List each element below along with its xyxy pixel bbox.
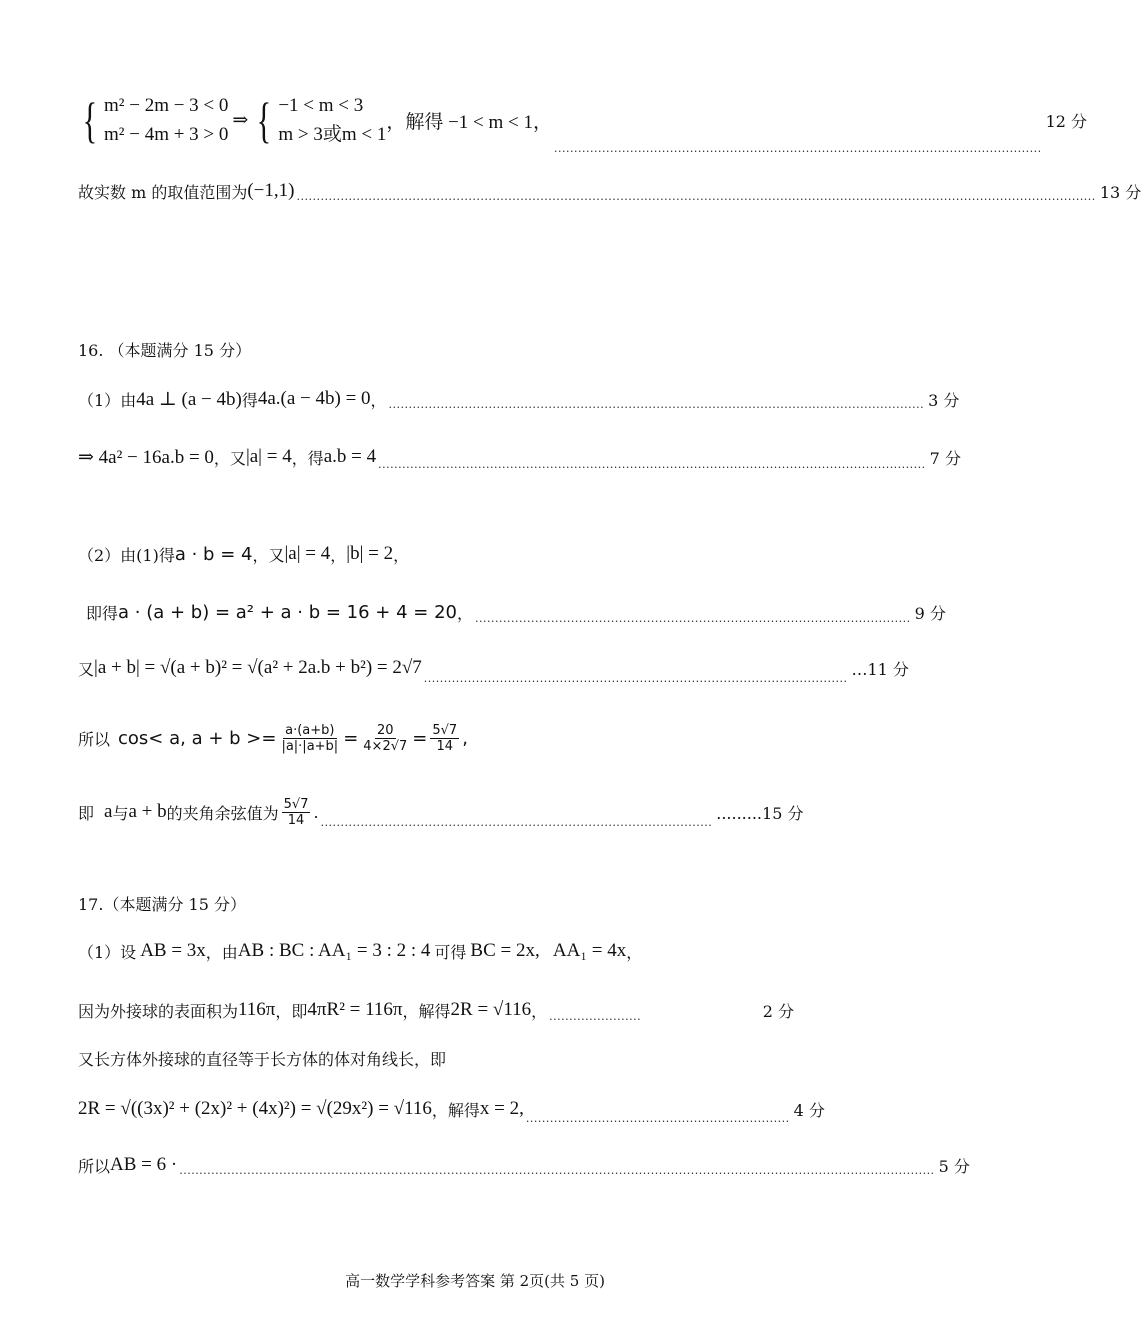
fraction-denominator: |a|·|a+b| xyxy=(281,738,339,754)
cosine-text: 的夹角余弦值为 xyxy=(166,803,279,823)
q16-part2-line2 xyxy=(86,596,946,628)
period: . xyxy=(313,802,319,822)
comma: ， xyxy=(626,942,643,962)
fraction-denominator: 14 xyxy=(436,738,454,754)
expanded-equation: ⇒ 4a² − 16a.b = 0 xyxy=(78,446,214,468)
leader-dots: .......................................................................................................................... xyxy=(554,142,1042,155)
leader-dots: ....................... xyxy=(549,1010,642,1023)
cosine-expression: cos< a, a + b >= xyxy=(118,727,277,749)
x-value: x = 2, xyxy=(479,1098,524,1119)
left-brace: { xyxy=(257,92,272,148)
score-9: 9 分 xyxy=(914,603,946,623)
norm-a: |a| = 4 xyxy=(245,446,292,467)
dot-product: a · b = 4 xyxy=(174,543,253,565)
fraction-numerator: a·(a+b) xyxy=(285,722,335,738)
fraction-denominator: 4×2√7 xyxy=(363,738,408,754)
q16-part2-line5 xyxy=(78,792,804,832)
q17-line1 xyxy=(78,936,794,966)
surface-area-text: 因为外接球的表面积为 xyxy=(78,1001,239,1021)
equals: = xyxy=(343,727,359,749)
q16-part1-line1 xyxy=(78,384,960,414)
text-de: ，得 xyxy=(291,448,324,468)
conclusion-range: (−1,1) xyxy=(247,180,295,201)
score-5: 5 分 xyxy=(938,1156,970,1176)
comma: ， xyxy=(370,390,387,410)
text-you: ，由 xyxy=(205,942,238,962)
fraction-3 xyxy=(430,723,459,754)
text-ji: ，即 xyxy=(275,1001,308,1021)
q17-heading: 17.（本题满分 15 分） xyxy=(78,894,246,914)
solve-text: ，解得 −1 < m < 1， xyxy=(386,111,553,133)
q17-line2 xyxy=(78,994,794,1026)
fraction-1 xyxy=(279,723,340,754)
comma: ， xyxy=(457,603,474,623)
score-15: .........15 分 xyxy=(716,803,804,823)
expanded-dot-product: a · (a + b) = a² + a · b = 16 + 4 = 20 xyxy=(118,601,457,623)
left-brace: { xyxy=(82,92,98,148)
q17-line3: 又长方体外接球的直径等于长方体的体对角线长，即 xyxy=(78,1049,447,1069)
q17-line5 xyxy=(78,1150,970,1180)
part-label: （2）由(1)得 xyxy=(78,545,175,565)
diameter-equation: 2R = √116 xyxy=(450,999,532,1020)
text-yu: 与 xyxy=(112,803,129,823)
conclusion-text: 故实数 m 的取值范围为 xyxy=(78,182,248,202)
leader-dots: ............................................................................................................. xyxy=(475,612,911,625)
text-suoyi: 所以 xyxy=(78,1156,111,1176)
score-7: 7 分 xyxy=(929,448,961,468)
leader-dots: ......................................................................................................................................... xyxy=(378,458,926,471)
vector-a: a xyxy=(104,801,113,822)
comma: , xyxy=(462,727,468,749)
comma: ， xyxy=(393,545,410,565)
fraction-numerator: 20 xyxy=(377,722,394,738)
q15-system-line xyxy=(78,82,1088,158)
inequality-system-1 xyxy=(78,91,228,150)
perpendicular-condition: 4a ⊥ (a − 4b) xyxy=(136,388,242,410)
leader-dots: ............................................................................................................................................................................................. xyxy=(179,1164,935,1177)
text-ji: 即 xyxy=(78,803,95,823)
comma: ， xyxy=(531,1001,548,1021)
leader-dots: .......................................................................................................... xyxy=(423,672,848,685)
leader-dots: .................................................................................................. xyxy=(320,816,713,829)
system1-row2: m² − 4m + 3 > 0 xyxy=(104,124,229,145)
fraction-2 xyxy=(361,723,409,754)
dot-product-zero: 4a.(a − 4b) = 0 xyxy=(257,388,371,409)
q17-line4 xyxy=(78,1090,825,1128)
dot-result: a.b = 4 xyxy=(323,446,377,467)
system1-row1: m² − 2m − 3 < 0 xyxy=(104,94,229,116)
text-jiede: ，解得 xyxy=(402,1001,451,1021)
norm-b: |b| = 2 xyxy=(346,543,394,564)
text-you: 又 xyxy=(78,659,95,679)
score-13: 13 分 xyxy=(1099,182,1141,202)
leader-dots: .................................................................. xyxy=(525,1112,790,1125)
page-footer: 高一数学学科参考答案 第 2页(共 5 页) xyxy=(345,1272,605,1290)
diagonal-equation: 2R = √((3x)² + (2x)² + (4x)²) = √(29x²) = √116 xyxy=(78,1098,432,1119)
q16-part2-line4 xyxy=(78,714,794,762)
fraction-numerator: 5√7 xyxy=(432,722,458,738)
text-you: ，又 xyxy=(252,545,285,565)
text-kede: 可得 xyxy=(434,942,467,962)
q16-part1-line2 xyxy=(78,440,961,474)
text-jiede: ，解得 xyxy=(431,1100,480,1120)
inequality-system-2 xyxy=(252,91,386,150)
cosine-fraction xyxy=(282,797,311,828)
text-you: 由 xyxy=(120,390,137,410)
ratio: AB : BC : AA₁ = 3 : 2 : 4 xyxy=(237,940,431,961)
norm-a: |a| = 4 xyxy=(284,543,331,564)
text-you: ，又 xyxy=(213,448,246,468)
surface-area-value: 116π xyxy=(238,999,276,1020)
q16-part2-line3 xyxy=(78,648,909,688)
text-suoyi: 所以 xyxy=(78,729,111,749)
ab-result: AB = 6 · xyxy=(110,1154,178,1175)
equals: = xyxy=(412,727,428,749)
edge-lengths: BC = 2x, AA₁ = 4x xyxy=(470,940,627,961)
leader-dots: ........................................................................................................................................................................................................ xyxy=(296,190,1096,203)
q16-part2-line1 xyxy=(78,538,794,570)
q15-conclusion-line xyxy=(78,176,1141,206)
sphere-area-equation: 4πR² = 116π xyxy=(307,999,403,1020)
score-11: …11 分 xyxy=(851,659,909,679)
fraction-denominator: 14 xyxy=(287,812,305,828)
score-4: 4 分 xyxy=(793,1100,825,1120)
vector-sum: a + b xyxy=(128,801,167,822)
ab-definition: AB = 3x xyxy=(140,940,206,961)
system2-row1: −1 < m < 3 xyxy=(278,94,364,116)
q16-heading: 16. （本题满分 15 分） xyxy=(78,340,252,360)
score-2: 2 分 xyxy=(762,1001,794,1021)
score-12: 12 分 xyxy=(1045,111,1088,131)
system2-row2: m > 3或m < 1 xyxy=(278,124,387,145)
norm-sum-equation: |a + b| = √(a + b)² = √(a² + 2a.b + b²) = 2√7 xyxy=(94,657,422,678)
score-3: 3 分 xyxy=(928,390,960,410)
implies-symbol: ⇒ xyxy=(232,109,249,131)
leader-dots: ...................................................................................................................................... xyxy=(388,398,925,411)
part-label: （1）设 xyxy=(78,942,137,962)
part-label: （1） xyxy=(78,390,121,410)
text-jide: 即得 xyxy=(86,603,119,623)
fraction-numerator: 5√7 xyxy=(283,796,309,812)
comma: ， xyxy=(330,545,347,565)
text-de: 得 xyxy=(241,390,258,410)
